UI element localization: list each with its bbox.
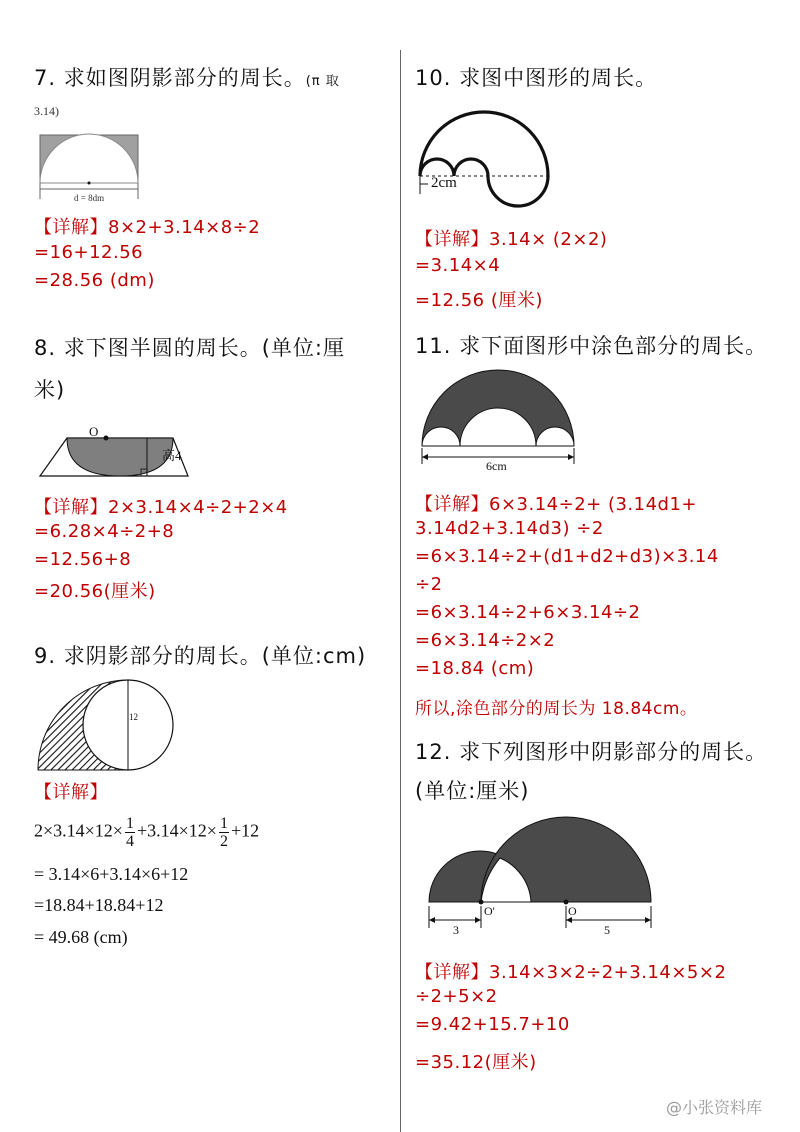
q10-solution-line: =12.56 (厘米) — [415, 290, 543, 311]
q7-diameter-label: d = 8dm — [74, 193, 105, 203]
q9-formula-line — [34, 815, 259, 850]
q9-diameter-label: 12 — [129, 712, 138, 722]
q7-pi-note: (π 取 — [305, 74, 340, 89]
q9-solution-head: 【详解】 — [34, 782, 108, 803]
q11-solution-line: 【详解】6×3.14÷2+ (3.14d1+ — [415, 494, 698, 515]
q10-title: 10. 求图中图形的周长。 — [415, 66, 658, 90]
watermark: @小张资料库 — [666, 1098, 763, 1117]
q9-solution-line: = 3.14×6+3.14×6+12 — [34, 864, 189, 884]
q9-fraction-half — [219, 815, 229, 850]
q11-solution-line: =18.84 (cm) — [415, 658, 535, 679]
q9-formula-part: +3.14×12× — [136, 820, 217, 841]
q12-solution-line: ÷2+5×2 — [415, 986, 498, 1007]
q12-solution-line: =35.12(厘米) — [415, 1052, 537, 1073]
q11-figure — [418, 368, 578, 468]
q11-solution-line: =6×3.14÷2+6×3.14÷2 — [415, 602, 641, 623]
q11-conclusion: 所以,涂色部分的周长为 18.84cm。 — [415, 699, 698, 719]
q9-formula-part: 2×3.14×12× — [34, 820, 123, 841]
q12-title-cont: (单位:厘米) — [415, 779, 530, 803]
q10-solution-line: 【详解】3.14× (2×2) — [415, 229, 608, 250]
fraction-numerator: 1 — [125, 815, 134, 832]
q9-formula-part: +12 — [230, 820, 260, 841]
q12-solution-line: 【详解】3.14×3×2÷2+3.14×5×2 — [415, 962, 727, 983]
q7-solution-line: 【详解】8×2+3.14×8÷2 — [34, 217, 261, 238]
q11-title: 11. 求下面图形中涂色部分的周长。 — [415, 334, 768, 358]
q8-solution-line: 【详解】2×3.14×4÷2+2×4 — [34, 497, 288, 518]
q11-solution-line: =6×3.14÷2×2 — [415, 630, 556, 651]
q8-title-cont: 米) — [34, 378, 66, 402]
q9-title: 9. 求阴影部分的周长。(单位:cm) — [34, 644, 367, 668]
q12-title: 12. 求下列图形中阴影部分的周长。 — [415, 740, 768, 764]
q12-radius3-label: 3 — [453, 923, 459, 937]
q8-center-label: O — [89, 424, 99, 439]
fraction-denominator: 4 — [125, 833, 134, 850]
q7-pi-note-value: 3.14) — [34, 104, 59, 118]
q8-height-label: 高4 — [162, 448, 182, 463]
q8-solution-line: =20.56(厘米) — [34, 581, 156, 602]
q7-title-text: 7. 求如图阴影部分的周长。 — [34, 66, 306, 90]
q9-solution-line: = 49.68 (cm) — [34, 927, 128, 947]
fraction-denominator: 2 — [219, 833, 228, 850]
q12-radius5-label: 5 — [604, 923, 610, 937]
q10-length-label: 2cm — [431, 175, 457, 191]
q11-solution-line: 3.14d2+3.14d3) ÷2 — [415, 518, 604, 539]
q12-figure — [425, 816, 655, 938]
q7-solution-line: =28.56 (dm) — [34, 270, 155, 291]
q12-large-center-label: O — [568, 904, 577, 918]
q10-solution-line: =3.14×4 — [415, 255, 501, 276]
q12-small-center-label: O' — [484, 904, 495, 918]
q9-fraction-quarter — [125, 815, 135, 850]
q11-length-label: 6cm — [486, 459, 507, 473]
column-divider — [400, 50, 401, 1132]
q7-title — [34, 62, 340, 92]
q8-solution-line: =12.56+8 — [34, 549, 132, 570]
q7-solution-line: =16+12.56 — [34, 242, 144, 263]
q9-solution-line: =18.84+18.84+12 — [34, 895, 164, 915]
fraction-numerator: 1 — [219, 815, 228, 832]
q9-figure — [36, 678, 176, 770]
q11-solution-line: =6×3.14÷2+(d1+d2+d3)×3.14 — [415, 546, 719, 567]
q8-solution-line: =6.28×4÷2+8 — [34, 521, 175, 542]
q8-title: 8. 求下图半圆的周长。(单位:厘 — [34, 336, 345, 360]
q12-solution-line: =9.42+15.7+10 — [415, 1014, 570, 1035]
q11-solution-line: ÷2 — [415, 574, 443, 595]
